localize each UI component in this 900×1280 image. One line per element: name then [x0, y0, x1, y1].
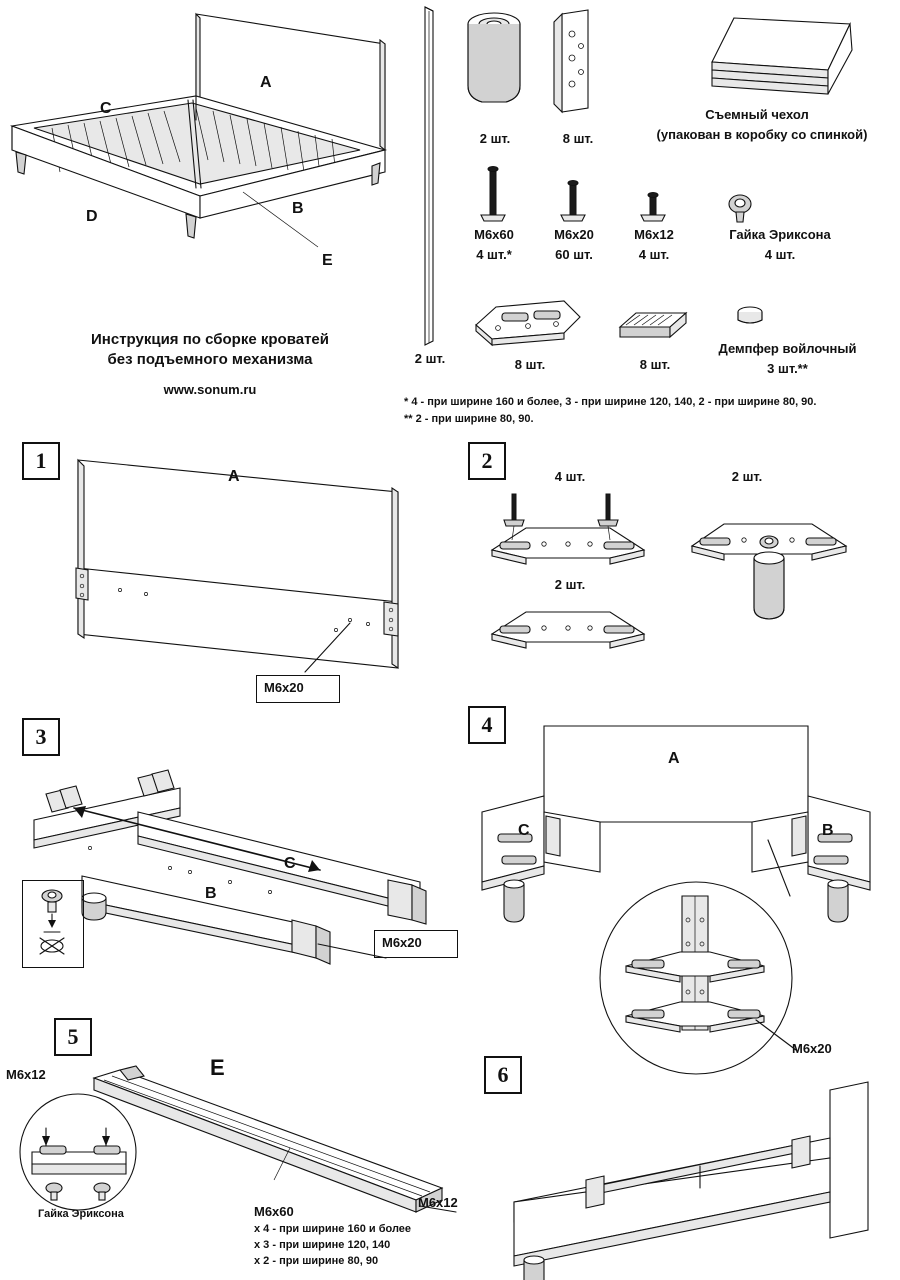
step-4-callout-m6x20: M6x20: [792, 1041, 832, 1056]
part-cover-illustration: [700, 10, 870, 110]
part-m6x12-qty: 4 шт.: [638, 247, 670, 262]
step-2-number: 2: [468, 442, 506, 480]
part-leg-illustration: [460, 8, 530, 118]
step-3-label-c: C: [284, 855, 296, 872]
step-1-label-a: A: [228, 468, 240, 485]
step-1-illustration: [50, 440, 430, 700]
step-1-number: 1: [22, 442, 60, 480]
part-erikson-nut-name: Гайка Эриксона: [729, 227, 831, 242]
step-5-note-2: x 3 - при ширине 120, 140: [254, 1239, 391, 1251]
website-url: www.sonum.ru: [163, 382, 257, 397]
overview-label-b: B: [292, 200, 304, 217]
part-erikson-nut-qty: 4 шт.: [764, 247, 796, 262]
step-6-number: 6: [484, 1056, 522, 1094]
part-leg-qty: 2 шт.: [479, 131, 511, 146]
step-4-detail-circle: [580, 880, 820, 1080]
part-m6x20-name: M6x20: [554, 227, 594, 242]
step-1-callout-m6x20: M6x20: [264, 680, 304, 695]
step-3-info-icons: [26, 884, 78, 962]
part-felt-qty: 3 шт.**: [767, 361, 808, 376]
step-4-number: 4: [468, 706, 506, 744]
part-m6x60-qty: 4 шт.*: [476, 247, 512, 262]
part-felt-name: Демпфер войлочный: [718, 341, 857, 356]
step-5-number: 5: [54, 1018, 92, 1056]
step-1-callout-box: [256, 675, 340, 703]
part-plate-illustration: [468, 295, 588, 350]
overview-label-c: C: [100, 100, 112, 117]
step-5-note-3: x 2 - при ширине 80, 90: [254, 1255, 379, 1267]
title-line-1: Инструкция по сборке кроватей: [91, 331, 329, 348]
part-felt-illustration: [725, 300, 775, 336]
step-3-callout-m6x20: M6x20: [382, 935, 422, 950]
step-5-callout-m6x60: M6x60: [254, 1204, 294, 1219]
step-2-bracket-assembly-1: [478, 492, 658, 572]
step-4-label-a: A: [668, 750, 680, 767]
part-corner-bracket-illustration: [548, 8, 608, 118]
step-2-qty-1: 4 шт.: [554, 469, 586, 484]
part-bolt-m6x20-illustration: [548, 175, 598, 225]
title-line-2: без подъемного механизма: [107, 351, 313, 369]
overview-label-e: E: [322, 252, 333, 269]
step-5-callout-m6x12-left: M6x12: [6, 1067, 46, 1082]
step-5-callout-m6x12-right: M6x12: [418, 1195, 458, 1210]
part-corner-bracket-qty: 8 шт.: [562, 131, 594, 146]
step-4-label-b: B: [822, 822, 834, 839]
part-erikson-nut-illustration: [715, 192, 765, 228]
part-pad-qty: 8 шт.: [639, 357, 671, 372]
part-bolt-m6x12-illustration: [628, 185, 678, 225]
part-cover-name: Съемный чехол: [705, 107, 809, 122]
document-title: [50, 330, 370, 371]
overview-label-d: D: [86, 208, 98, 225]
step-5-label-e: E: [210, 1055, 225, 1080]
step-3-label-b: B: [205, 885, 217, 902]
parts-footnote-1: * 4 - при ширине 160 и более, 3 - при ширине 120, 140, 2 - при ширине 80, 90.: [404, 396, 817, 408]
step-4-label-c: C: [518, 822, 530, 839]
step-2-qty-3: 2 шт.: [554, 577, 586, 592]
step-5-callout-erikson-nut: Гайка Эриксона: [38, 1208, 124, 1220]
step-2-qty-2: 2 шт.: [731, 469, 763, 484]
overview-bed-illustration: [0, 0, 410, 310]
part-m6x12-name: M6x12: [634, 227, 674, 242]
part-bolt-m6x60-illustration: [468, 165, 518, 225]
step-2-leg-assembly: [680, 498, 860, 628]
part-cover-note: (упакован в коробку со спинкой): [656, 127, 868, 142]
part-plate-qty: 8 шт.: [514, 357, 546, 372]
part-m6x20-qty: 60 шт.: [555, 247, 593, 262]
part-rail-qty: 2 шт.: [414, 351, 446, 366]
step-5-note-1: x 4 - при ширине 160 и более: [254, 1223, 412, 1235]
part-rail-illustration: [415, 5, 445, 350]
overview-label-a: A: [260, 74, 272, 91]
step-2-bracket-assembly-2: [478, 600, 658, 660]
parts-footnote-2: ** 2 - при ширине 80, 90.: [404, 413, 534, 425]
step-6-illustration: [500, 1080, 890, 1270]
step-3-number: 3: [22, 718, 60, 756]
part-m6x60-name: M6x60: [474, 227, 514, 242]
step-5-detail-circle: [10, 1090, 160, 1220]
